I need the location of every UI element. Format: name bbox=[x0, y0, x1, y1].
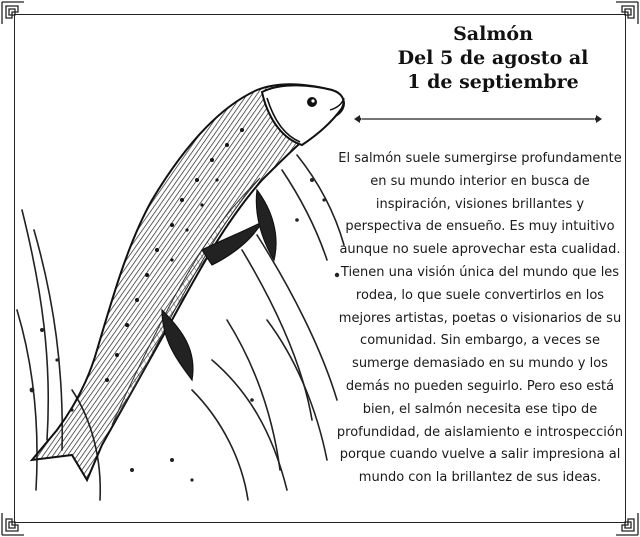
page-title bbox=[378, 22, 608, 94]
title-date-start: Del 5 de agosto al bbox=[397, 47, 589, 69]
salmon-illustration bbox=[12, 60, 352, 505]
salmon-body bbox=[32, 84, 344, 480]
sign-description: El salmón suele sumergirse profundamente en su mundo interior en busca de inspiración, visiones brillantes y perspectiva de ensueño. Es muy intuitivo aunque no suele aprovechar esta cualidad. Tienen una visión única del mundo que les rodea, lo que suele convertirlos en los mejores artistas, poetas o visionarios de su comunidad. Sin embargo, a veces se sumerge demasiado en su mundo y los demás no pueden seguirlo. Pero eso está bien, el salmón necesita ese tipo de profundidad, de aislamiento e introspección porque cuando vuelve a salir impresiona al mundo con la brillantez de sus ideas. bbox=[336, 151, 624, 486]
ornamental-divider bbox=[352, 112, 604, 126]
corner-ornament-bottom-right bbox=[614, 511, 640, 537]
corner-ornament-top-left bbox=[0, 0, 26, 26]
corner-ornament-top-right bbox=[614, 0, 640, 26]
title-sign: Salmón bbox=[453, 23, 533, 45]
corner-ornament-bottom-left bbox=[0, 511, 26, 537]
title-date-end: 1 de septiembre bbox=[407, 71, 579, 93]
